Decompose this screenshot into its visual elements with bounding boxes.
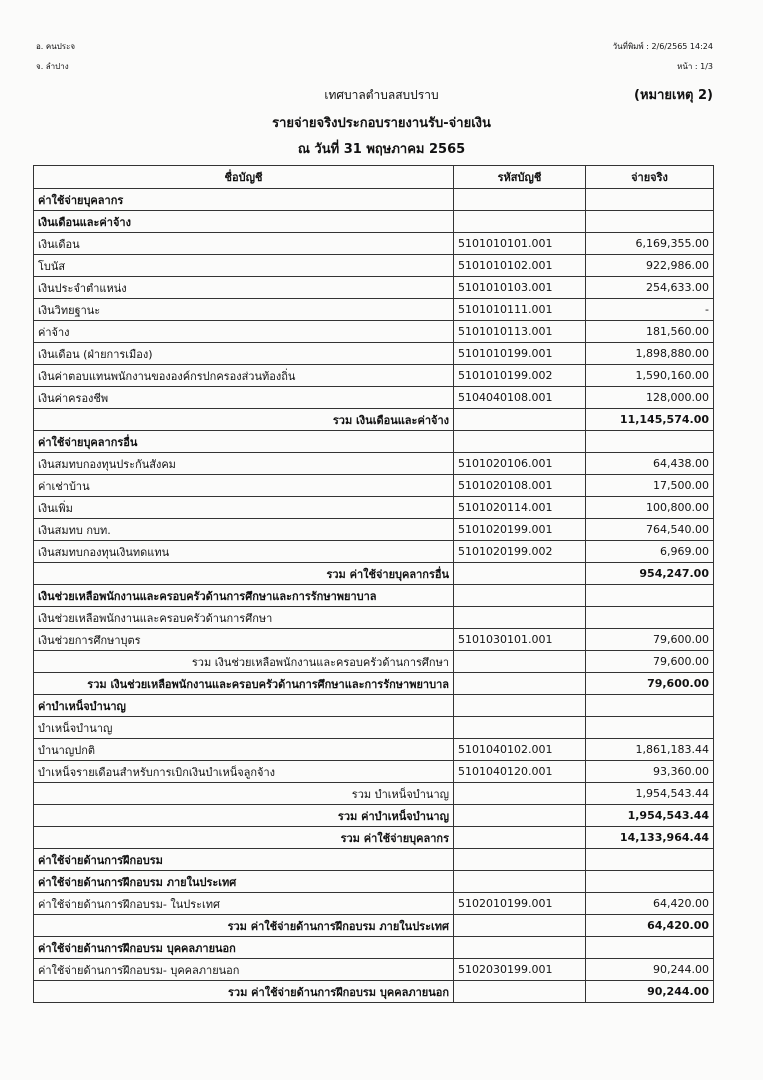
account-code-cell: 5101020106.001	[454, 453, 586, 475]
account-code-cell	[454, 805, 586, 827]
amount-cell: 17,500.00	[586, 475, 714, 497]
amount-cell: 90,244.00	[586, 959, 714, 981]
account-name-cell: ค่าใช้จ่ายบุคลากรอื่น	[34, 431, 454, 453]
table-row	[34, 321, 714, 343]
column-header-account-code: รหัสบัญชี	[454, 166, 586, 189]
amount-cell: 1,861,183.44	[586, 739, 714, 761]
account-name-cell: ค่าใช้จ่ายด้านการฝึกอบรม- ในประเทศ	[34, 893, 454, 915]
table-row	[34, 629, 714, 651]
amount-cell: 79,600.00	[586, 629, 714, 651]
account-code-cell: 5101010199.001	[454, 343, 586, 365]
account-name-cell: เงินประจำตำแหน่ง	[34, 277, 454, 299]
account-name-cell: รวม ค่าใช้จ่ายบุคลากรอื่น	[34, 563, 454, 585]
account-code-cell	[454, 717, 586, 739]
table-row	[34, 255, 714, 277]
account-code-cell: 5101020114.001	[454, 497, 586, 519]
account-name-cell: รวม เงินเดือนและค่าจ้าง	[34, 409, 454, 431]
table-row	[34, 453, 714, 475]
amount-cell: 1,590,160.00	[586, 365, 714, 387]
amount-cell	[586, 717, 714, 739]
table-row	[34, 849, 714, 871]
table-row	[34, 717, 714, 739]
account-code-cell: 5101010101.001	[454, 233, 586, 255]
table-row	[34, 409, 714, 431]
table-row	[34, 431, 714, 453]
account-name-cell: รวม ค่าใช้จ่ายด้านการฝึกอบรม ภายในประเทศ	[34, 915, 454, 937]
account-code-cell	[454, 871, 586, 893]
amount-cell: 14,133,964.44	[586, 827, 714, 849]
table-row	[34, 607, 714, 629]
account-code-cell: 5101020199.002	[454, 541, 586, 563]
account-name-cell: เงินค่าครองชีพ	[34, 387, 454, 409]
account-name-cell: เงินค่าตอบแทนพนักงานขององค์กรปกครองส่วนท้องถิ่น	[34, 365, 454, 387]
account-name-cell: ค่าใช้จ่ายด้านการฝึกอบรม ภายในประเทศ	[34, 871, 454, 893]
table-row	[34, 387, 714, 409]
table-row	[34, 739, 714, 761]
amount-cell: -	[586, 299, 714, 321]
amount-cell	[586, 937, 714, 959]
account-code-cell	[454, 849, 586, 871]
amount-cell	[586, 695, 714, 717]
table-row	[34, 497, 714, 519]
account-name-cell: เงินเดือนและค่าจ้าง	[34, 211, 454, 233]
account-code-cell	[454, 409, 586, 431]
account-code-cell	[454, 981, 586, 1003]
account-name-cell: รวม เงินช่วยเหลือพนักงานและครอบครัวด้านการศึกษาและการรักษาพยาบาล	[34, 673, 454, 695]
account-name-cell: รวม ค่าใช้จ่ายบุคลากร	[34, 827, 454, 849]
amount-cell: 1,954,543.44	[586, 783, 714, 805]
amount-cell: 6,969.00	[586, 541, 714, 563]
table-row	[34, 475, 714, 497]
account-code-cell	[454, 783, 586, 805]
amount-cell	[586, 189, 714, 211]
table-row	[34, 585, 714, 607]
report-date: ณ วันที่ 31 พฤษภาคม 2565	[297, 142, 466, 157]
column-header-account-name: ชื่อบัญชี	[34, 166, 454, 189]
account-name-cell: ค่าใช้จ่ายด้านการฝึกอบรม- บุคคลภายนอก	[34, 959, 454, 981]
table-row	[34, 343, 714, 365]
account-code-cell	[454, 585, 586, 607]
account-code-cell: 5101010103.001	[454, 277, 586, 299]
report-title: รายจ่ายจริงประกอบรายงานรับ-จ่ายเงิน	[272, 116, 491, 131]
amount-cell: 64,420.00	[586, 915, 714, 937]
table-row	[34, 871, 714, 893]
table-row	[34, 981, 714, 1003]
account-name-cell: เงินสมทบกองทุนประกันสังคม	[34, 453, 454, 475]
account-code-cell	[454, 607, 586, 629]
table-row	[34, 761, 714, 783]
amount-cell: 90,244.00	[586, 981, 714, 1003]
amount-cell: 64,438.00	[586, 453, 714, 475]
table-row	[34, 783, 714, 805]
table-row	[34, 189, 714, 211]
account-name-cell: ค่าใช้จ่ายด้านการฝึกอบรม บุคคลภายนอก	[34, 937, 454, 959]
account-name-cell: เงินเดือน	[34, 233, 454, 255]
account-code-cell: 5101010199.002	[454, 365, 586, 387]
table-row	[34, 893, 714, 915]
account-name-cell: ค่าจ้าง	[34, 321, 454, 343]
amount-cell: 93,360.00	[586, 761, 714, 783]
account-code-cell	[454, 915, 586, 937]
account-name-cell: บำนาญปกติ	[34, 739, 454, 761]
amount-cell: 6,169,355.00	[586, 233, 714, 255]
account-name-cell: เงินสมทบกองทุนเงินทดแทน	[34, 541, 454, 563]
account-name-cell: เงินวิทยฐานะ	[34, 299, 454, 321]
account-code-cell: 5101020108.001	[454, 475, 586, 497]
account-code-cell	[454, 211, 586, 233]
account-name-cell: เงินช่วยเหลือพนักงานและครอบครัวด้านการศึกษาและการรักษาพยาบาล	[34, 585, 454, 607]
table-row	[34, 673, 714, 695]
account-name-cell: เงินช่วยการศึกษาบุตร	[34, 629, 454, 651]
account-code-cell: 5101030101.001	[454, 629, 586, 651]
account-name-cell: ค่าใช้จ่ายบุคลากร	[34, 189, 454, 211]
amount-cell: 1,898,880.00	[586, 343, 714, 365]
amount-cell	[586, 849, 714, 871]
account-name-cell: ค่าเช่าบ้าน	[34, 475, 454, 497]
table-row	[34, 519, 714, 541]
amount-cell: 128,000.00	[586, 387, 714, 409]
account-code-cell: 5104040108.001	[454, 387, 586, 409]
account-name-cell: ค่าใช้จ่ายด้านการฝึกอบรม	[34, 849, 454, 871]
account-name-cell: รวม ค่าใช้จ่ายด้านการฝึกอบรม บุคคลภายนอก	[34, 981, 454, 1003]
table-row	[34, 563, 714, 585]
table-body	[34, 189, 714, 1003]
account-code-cell	[454, 651, 586, 673]
column-header-amount: จ่ายจริง	[586, 166, 714, 189]
amount-cell: 181,560.00	[586, 321, 714, 343]
account-code-cell	[454, 673, 586, 695]
amount-cell: 64,420.00	[586, 893, 714, 915]
table-row	[34, 211, 714, 233]
amount-cell	[586, 585, 714, 607]
amount-cell	[586, 431, 714, 453]
amount-cell: 254,633.00	[586, 277, 714, 299]
print-date: วันที่พิมพ์ : 2/6/2565 14:24	[612, 42, 713, 51]
account-code-cell	[454, 189, 586, 211]
table-row	[34, 541, 714, 563]
account-code-cell: 5102010199.001	[454, 893, 586, 915]
table-row	[34, 365, 714, 387]
account-code-cell: 5101040120.001	[454, 761, 586, 783]
amount-cell: 79,600.00	[586, 651, 714, 673]
account-code-cell: 5101010111.001	[454, 299, 586, 321]
account-name-cell: บำเหน็จรายเดือนสำหรับการเบิกเงินบำเหน็จลูกจ้าง	[34, 761, 454, 783]
amount-cell: 1,954,543.44	[586, 805, 714, 827]
amount-cell: 764,540.00	[586, 519, 714, 541]
table-row	[34, 959, 714, 981]
account-name-cell: รวม เงินช่วยเหลือพนักงานและครอบครัวด้านการศึกษา	[34, 651, 454, 673]
account-name-cell: รวม ค่าบำเหน็จบำนาญ	[34, 805, 454, 827]
amount-cell	[586, 607, 714, 629]
account-name-cell: บำเหน็จบำนาญ	[34, 717, 454, 739]
organization-name: เทศบาลตำบลสบปราบ	[324, 88, 439, 102]
table-row	[34, 651, 714, 673]
account-code-cell: 5101010102.001	[454, 255, 586, 277]
account-code-cell: 5101020199.001	[454, 519, 586, 541]
table-row	[34, 695, 714, 717]
amount-cell: 922,986.00	[586, 255, 714, 277]
amount-cell: 954,247.00	[586, 563, 714, 585]
account-code-cell	[454, 695, 586, 717]
account-code-cell: 5101040102.001	[454, 739, 586, 761]
account-name-cell: ค่าบำเหน็จบำนาญ	[34, 695, 454, 717]
account-code-cell: 5101010113.001	[454, 321, 586, 343]
account-name-cell: เงินช่วยเหลือพนักงานและครอบครัวด้านการศึกษา	[34, 607, 454, 629]
table-row	[34, 937, 714, 959]
account-code-cell	[454, 431, 586, 453]
account-name-cell: เงินเดือน (ฝ่ายการเมือง)	[34, 343, 454, 365]
account-name-cell: เงินเพิ่ม	[34, 497, 454, 519]
table-row	[34, 299, 714, 321]
amount-cell	[586, 211, 714, 233]
page-number: หน้า : 1/3	[677, 62, 713, 71]
table-row	[34, 805, 714, 827]
table-row	[34, 827, 714, 849]
account-code-cell	[454, 563, 586, 585]
table-row	[34, 915, 714, 937]
amount-cell: 11,145,574.00	[586, 409, 714, 431]
account-code-cell: 5102030199.001	[454, 959, 586, 981]
account-name-cell: เงินสมทบ กบท.	[34, 519, 454, 541]
table-row	[34, 233, 714, 255]
amount-cell: 100,800.00	[586, 497, 714, 519]
account-code-cell	[454, 937, 586, 959]
table-header-row	[34, 166, 714, 189]
account-name-cell: รวม บำเหน็จบำนาญ	[34, 783, 454, 805]
table-row	[34, 277, 714, 299]
expense-table	[33, 165, 714, 1003]
header-left-line1: อ. คนประจ	[36, 42, 76, 51]
account-code-cell	[454, 827, 586, 849]
amount-cell	[586, 871, 714, 893]
header-left-line2: จ. ลำปาง	[36, 62, 69, 71]
amount-cell: 79,600.00	[586, 673, 714, 695]
account-name-cell: โบนัส	[34, 255, 454, 277]
note-label: (หมายเหตุ 2)	[634, 88, 713, 103]
